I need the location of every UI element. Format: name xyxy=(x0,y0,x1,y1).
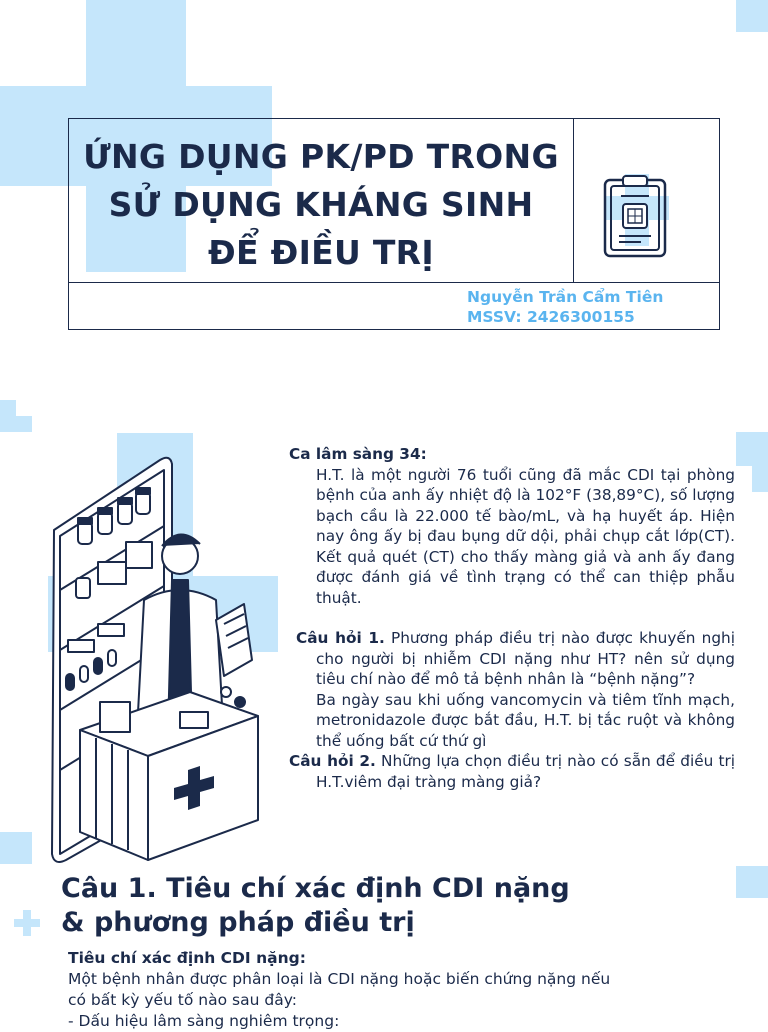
criteria-heading: Tiêu chí xác định CDI nặng: xyxy=(68,949,306,967)
title-line: SỬ DỤNG KHÁNG SINH xyxy=(108,185,534,224)
section-title xyxy=(61,872,570,940)
decor-edge-left-2 xyxy=(0,416,32,432)
case-heading: Ca lâm sàng 34: xyxy=(289,445,427,463)
title-line: ỨNG DỤNG PK/PD TRONG xyxy=(83,137,559,176)
small-plus-icon xyxy=(14,910,40,936)
author-name: Nguyễn Trần Cẩm Tiên xyxy=(467,288,664,306)
clinical-case xyxy=(289,444,735,792)
question-1 xyxy=(289,628,735,690)
decor-edge-right-3 xyxy=(736,866,768,898)
page-title xyxy=(69,133,573,277)
decor-edge-left-3 xyxy=(0,832,32,864)
author-info xyxy=(467,287,663,327)
title-line: ĐỂ ĐIỀU TRỊ xyxy=(208,233,434,272)
question-1-text: Phương pháp điều trị nào được khuyến nghị cho người bị nhiễm CDI nặng như HT? nên sử dụng tiêu chí nào để mô tả bệnh nhân là “bệnh nặng”? xyxy=(316,629,735,688)
decor-edge-right-2 xyxy=(752,432,768,492)
section-title-line: & phương pháp điều trị xyxy=(61,907,415,938)
case-description: H.T. là một người 76 tuổi cũng đã mắc CDI tại phòng bệnh của anh ấy nhiệt độ là 102°F (38,89°C), số lượng bạch cầu là 22.000 tế bào/mL, và hạ huyết áp. Hiện nay ông ấy bị đau bụng dữ dội, phải chụp cắt lớp(CT). Kết quả quét (CT) cho thấy màng giả và anh ấy đang được đánh giá về tình trạng có thể can thiệp phẫu thuật. xyxy=(316,465,735,607)
decor-corner-top-right xyxy=(736,0,768,32)
divider-horizontal xyxy=(69,282,719,283)
question-1-followup: Ba ngày sau khi uống vancomycin và tiêm tĩnh mạch, metronidazole được bắt đầu, H.T. bị tắc ruột và không thể uống bất cứ thứ gì xyxy=(316,690,735,750)
divider-vertical xyxy=(573,119,574,282)
question-2-text: Những lựa chọn điều trị nào có sẵn để điều trị H.T.viêm đại tràng màng giả? xyxy=(316,752,736,791)
criteria-line: - Dấu hiệu lâm sàng nghiêm trọng: xyxy=(68,1012,340,1030)
question-1-label: Câu hỏi 1. xyxy=(296,629,385,647)
question-2-label: Câu hỏi 2. xyxy=(289,752,376,770)
pharmacist-illustration xyxy=(40,440,280,870)
question-2 xyxy=(289,751,735,792)
section-title-line: Câu 1. Tiêu chí xác định CDI nặng xyxy=(61,873,570,904)
criteria-line: Một bệnh nhân được phân loại là CDI nặng hoặc biến chứng nặng nếu xyxy=(68,970,611,988)
student-id: MSSV: 2426300155 xyxy=(467,308,635,326)
criteria-line: có bất kỳ yếu tố nào sau đây: xyxy=(68,991,297,1009)
clipboard-icon xyxy=(601,174,673,260)
criteria-block xyxy=(68,948,688,1032)
title-box xyxy=(68,118,720,330)
